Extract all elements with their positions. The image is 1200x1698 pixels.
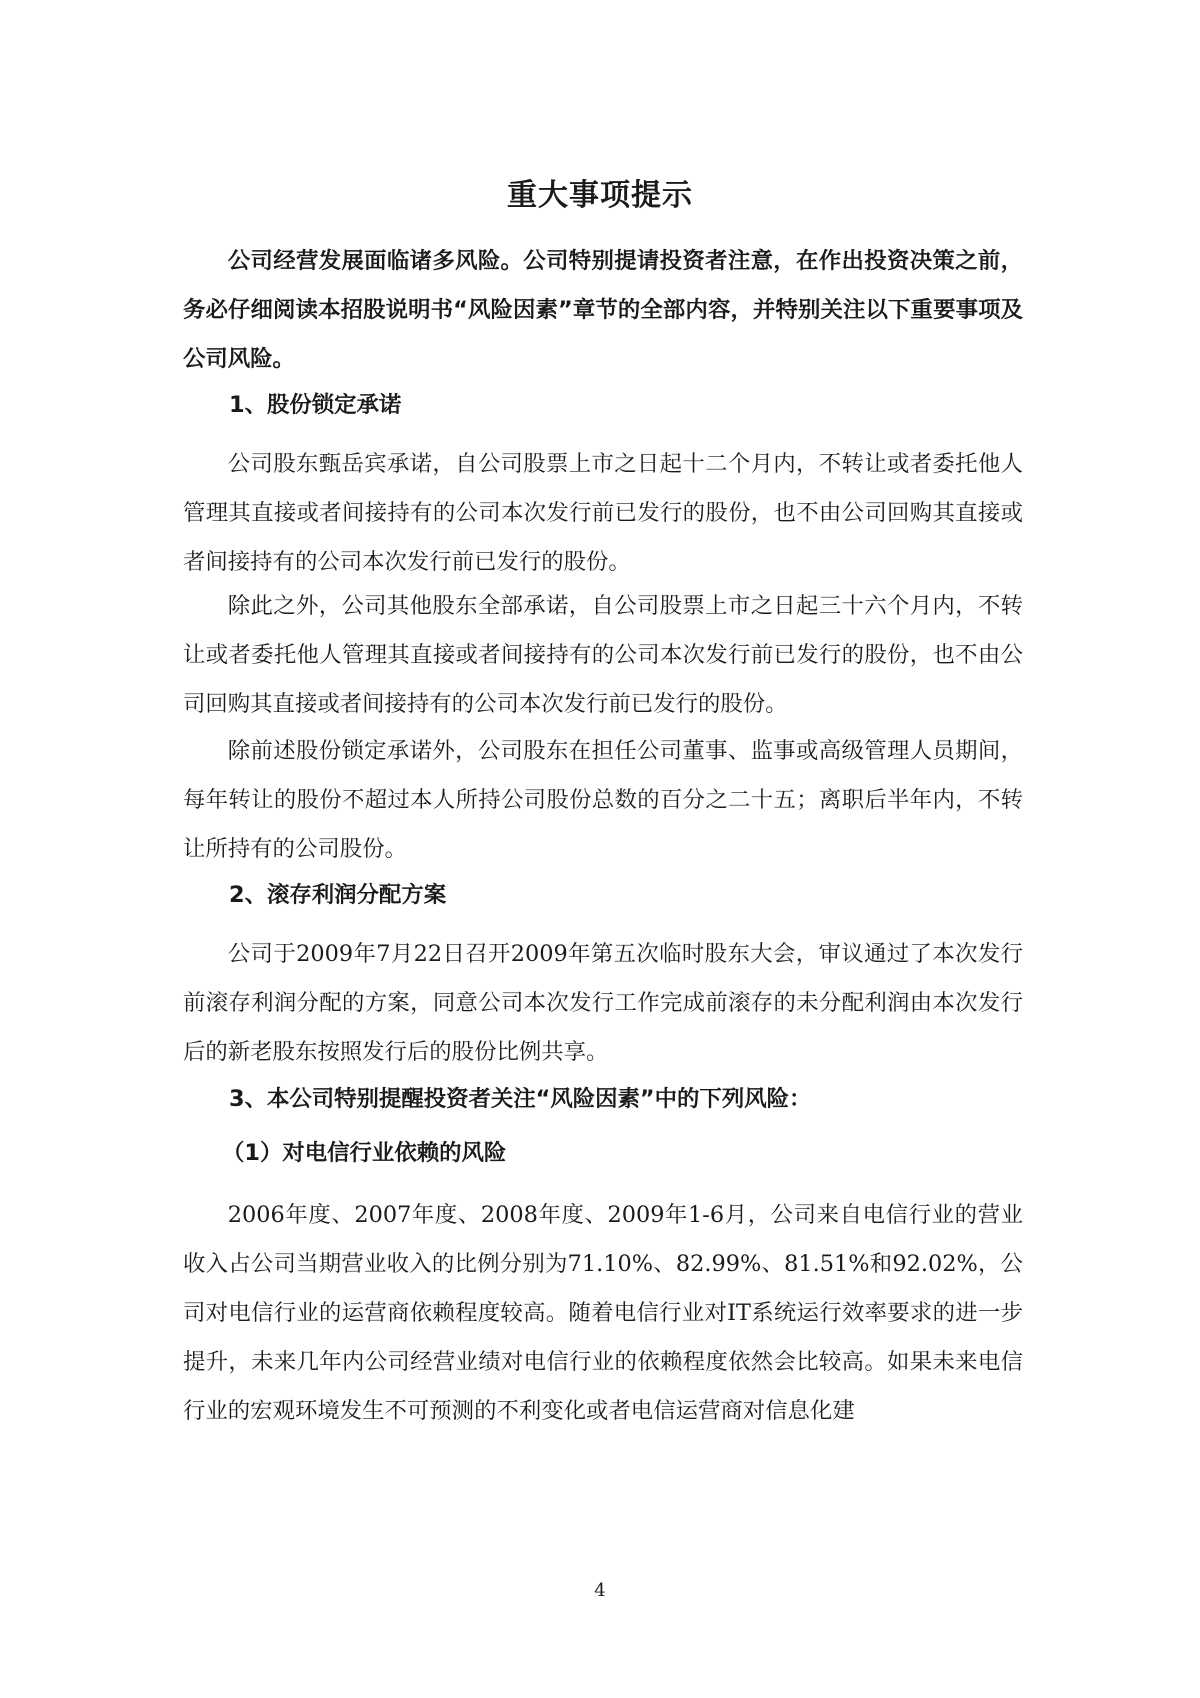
paragraph-profit-distribution: 公司于2009年7月22日召开2009年第五次临时股东大会，审议通过了本次发行前滚存利润分配的方案，同意公司本次发行工作完成前滚存的未分配利润由本次发行后的新老股东按照发行后的股份比例共享。 xyxy=(183,941,1023,1065)
section-heading-share-lock: 1、股份锁定承诺 xyxy=(229,392,402,418)
page-number: 4 xyxy=(594,1580,606,1601)
paragraph-share-lock-1: 公司股东甄岳宾承诺，自公司股票上市之日起十二个月内，不转让或者委托他人管理其直接或者间接持有的公司本次发行前已发行的股份，也不由公司回购其直接或者间接持有的公司本次发行前已发行的股份。 xyxy=(183,451,1023,575)
intro-paragraph: 公司经营发展面临诸多风险。公司特别提请投资者注意，在作出投资决策之前，务必仔细阅读本招股说明书“风险因素”章节的全部内容，并特别关注以下重要事项及公司风险。 xyxy=(183,248,1023,372)
paragraph-share-lock-2: 除此之外，公司其他股东全部承诺，自公司股票上市之日起三十六个月内，不转让或者委托他人管理其直接或者间接持有的公司本次发行前已发行的股份，也不由公司回购其直接或者间接持有的公司本次发行前已发行的股份。 xyxy=(183,593,1023,717)
section-heading-profit-distribution: 2、滚存利润分配方案 xyxy=(229,882,447,908)
paragraph-telecom-dependency: 2006年度、2007年度、2008年度、2009年1-6月，公司来自电信行业的营业收入占公司当期营业收入的比例分别为71.10%、82.99%、81.51%和92.02%，公司对电信行业的运营商依赖程度较高。随着电信行业对IT系统运行效率要求的进一步提升，未来几年内公司经营业绩对电信行业的依赖程度依然会比较高。如果未来电信行业的宏观环境发生不可预测的不利变化或者电信运营商对信息化建 xyxy=(183,1202,1023,1424)
subheading-telecom-dependency: （1）对电信行业依赖的风险 xyxy=(222,1140,507,1166)
page-title: 重大事项提示 xyxy=(507,178,693,213)
section-heading-risk-factors: 3、本公司特别提醒投资者关注“风险因素”中的下列风险： xyxy=(229,1086,812,1112)
paragraph-share-lock-3: 除前述股份锁定承诺外，公司股东在担任公司董事、监事或高级管理人员期间，每年转让的股份不超过本人所持公司股份总数的百分之二十五；离职后半年内，不转让所持有的公司股份。 xyxy=(183,738,1023,862)
